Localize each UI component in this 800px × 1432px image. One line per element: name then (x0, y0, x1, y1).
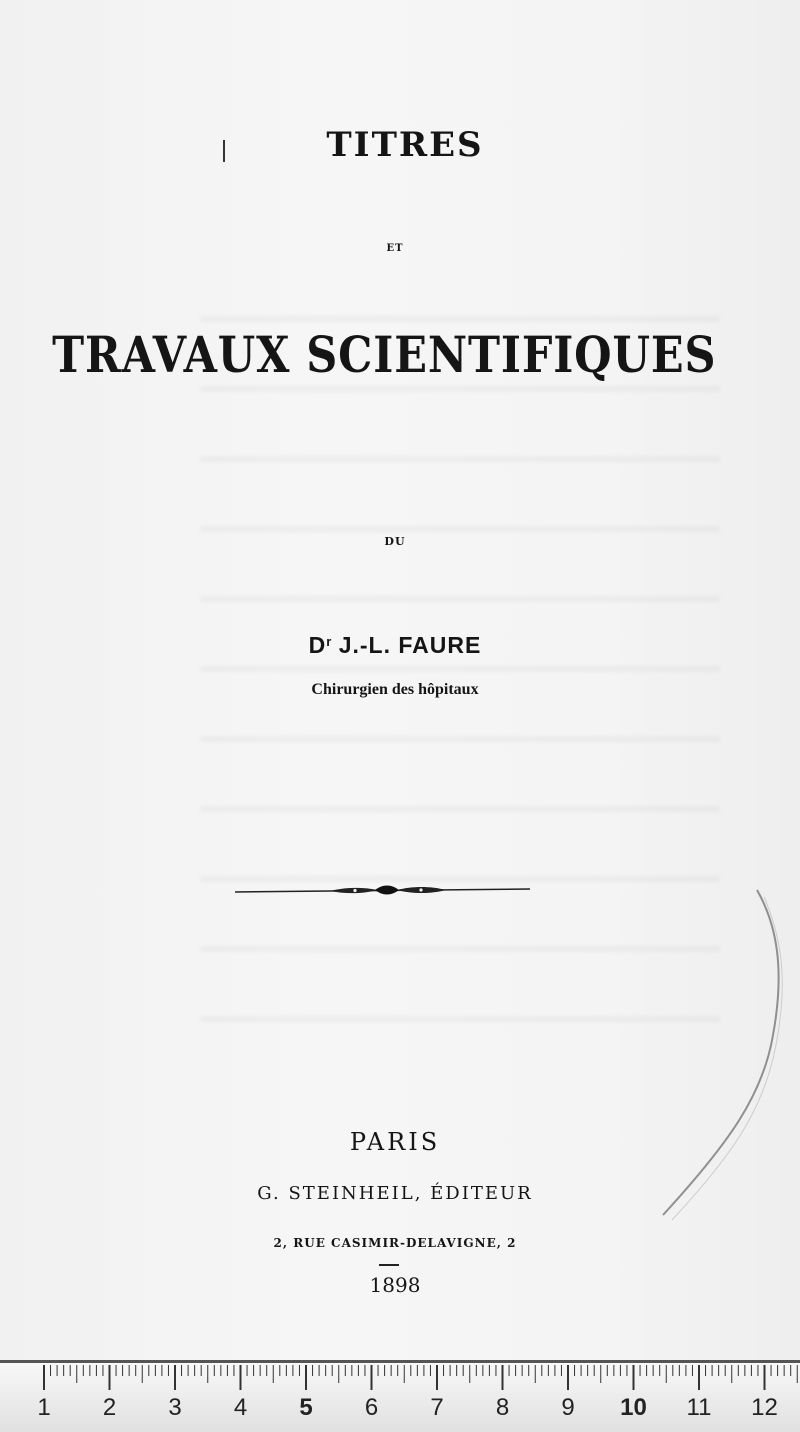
ruler-number-8: 8 (495, 1394, 510, 1421)
year-rule (379, 1264, 399, 1266)
author-line (0, 632, 800, 659)
publisher-name: G. STEINHEIL, ÉDITEUR (257, 1183, 533, 1204)
ruler-number-6: 6 (364, 1394, 379, 1421)
title-et: ET (386, 243, 404, 254)
page-fold-line (645, 885, 800, 1225)
publication-city: PARIS (349, 1128, 441, 1156)
author-prefix-superscript: r (326, 634, 332, 649)
ruler-number-10: 10 (620, 1394, 647, 1421)
publication-year: 1898 (369, 1273, 421, 1297)
ruler-number-7: 7 (430, 1394, 444, 1421)
decorative-rule (235, 880, 530, 900)
ruler-number-12: 12 (751, 1394, 778, 1421)
title-du: DU (384, 535, 406, 548)
ruler-number-1: 1 (37, 1394, 51, 1421)
publisher-address: 2, RUE CASIMIR-DELAVIGNE, 2 (273, 1236, 517, 1250)
title-titres: TITRES (326, 125, 484, 165)
author-name: J.-L. FAURE (338, 632, 482, 658)
title-travaux-scientifiques: TRAVAUX SCIENTIFIQUES (52, 325, 717, 384)
ruler-number-3: 3 (168, 1394, 182, 1421)
ruler-number-4: 4 (233, 1394, 248, 1421)
ruler-number-9: 9 (561, 1394, 575, 1421)
measurement-ruler (0, 1360, 800, 1432)
author-position: Chirurgien des hôpitaux (311, 681, 479, 698)
ruler-number-5: 5 (299, 1394, 313, 1421)
ruler-number-11: 11 (686, 1394, 712, 1421)
ruler-number-2: 2 (102, 1394, 117, 1421)
author-prefix: $D^r$ (308, 632, 332, 658)
